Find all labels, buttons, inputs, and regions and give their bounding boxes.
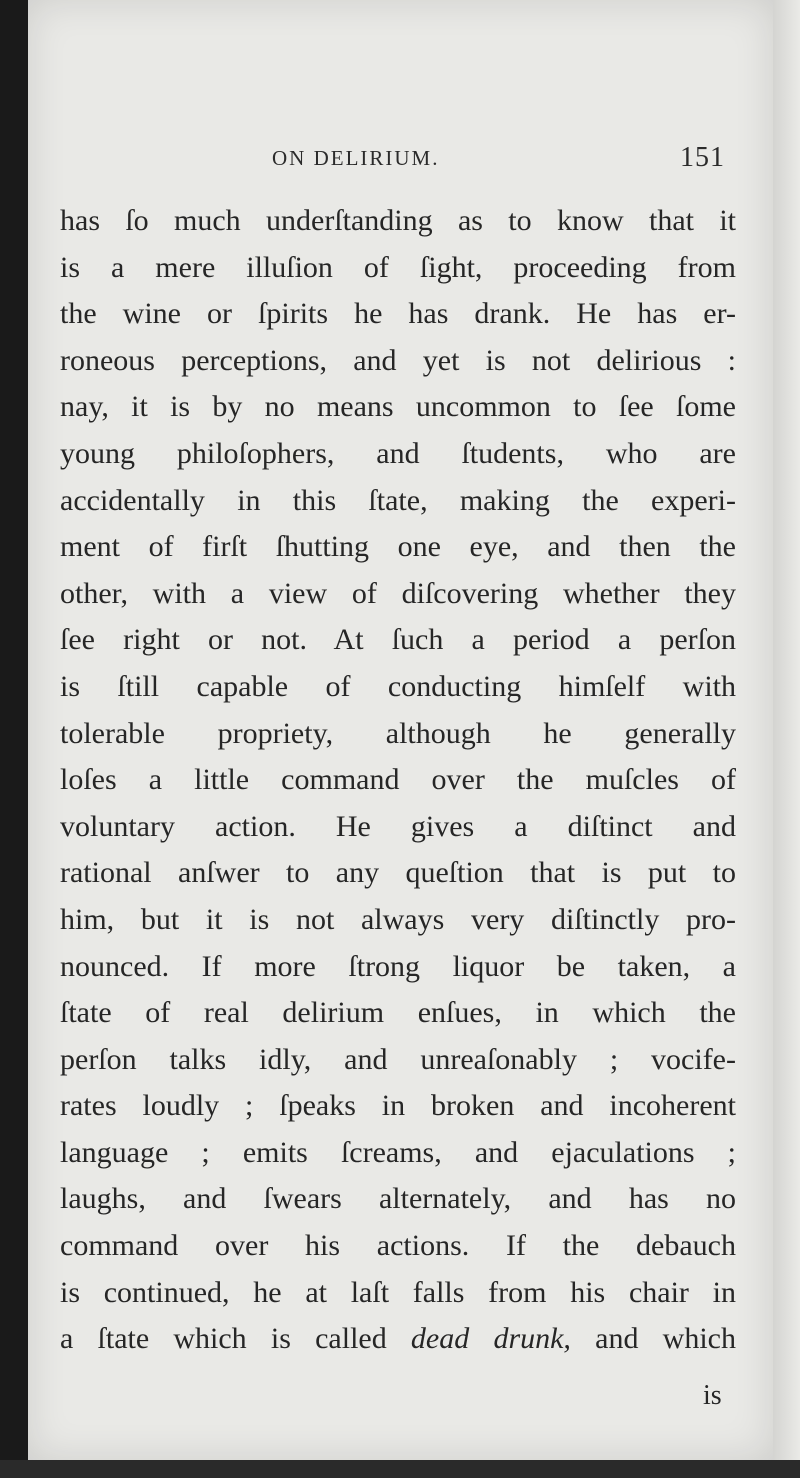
page-number: 151 [680, 142, 725, 173]
body-text [60, 198, 736, 1363]
text-line: command over his actions. If the debauch [60, 1229, 736, 1263]
last-line-start: a ſtate which is called [60, 1322, 411, 1356]
text-line: accidentally in this ſtate, making the experi- [60, 483, 736, 517]
text-line: is continued, he at laſt falls from his chair in [60, 1275, 736, 1309]
page-edge [773, 0, 800, 1478]
text-line: nay, it is by no means uncommon to ſee ſome [60, 390, 736, 424]
text-line: ſee right or not. At ſuch a period a perſon [60, 623, 736, 657]
text-line: young philoſophers, and ſtudents, who are [60, 436, 736, 470]
text-line: laughs, and ſwears alternately, and has no [60, 1182, 736, 1216]
text-line: other, with a view of diſcovering whether they [60, 576, 736, 610]
header-title: ON DELIRIUM. [272, 146, 440, 170]
text-line: is a mere illuſion of ſight, proceeding from [60, 250, 736, 284]
last-line-end: and which [570, 1322, 736, 1356]
text-line: language ; emits ſcreams, and ejaculations ; [60, 1135, 736, 1169]
text-line: ment of firſt ſhutting one eye, and then the [60, 530, 736, 564]
text-line: has ſo much underſtanding as to know that it [60, 204, 736, 237]
italic-phrase: dead drunk, [410, 1322, 571, 1356]
catchword: is [703, 1380, 722, 1411]
text-line: the wine or ſpirits he has drank. He has er- [60, 297, 736, 331]
text-line: him, but it is not always very diſtinctly pro- [60, 902, 736, 936]
scan-border [0, 1460, 800, 1478]
text-line: tolerable propriety, although he generally [60, 716, 736, 750]
text-line: loſes a little command over the muſcles of [60, 763, 736, 797]
text-line: nounced. If more ſtrong liquor be taken, a [60, 949, 736, 983]
running-head [240, 142, 740, 182]
text-line: is ſtill capable of conducting himſelf with [60, 669, 736, 703]
text-line: voluntary action. He gives a diſtinct and [60, 809, 736, 843]
text-line: rates loudly ; ſpeaks in broken and incoherent [60, 1089, 736, 1123]
text-line: ſtate of real delirium enſues, in which the [60, 996, 736, 1030]
text-line: rational anſwer to any queſtion that is put to [60, 856, 736, 890]
text-line-last [60, 1316, 736, 1363]
text-line: roneous perceptions, and yet is not delirious : [60, 343, 736, 377]
text-line: perſon talks idly, and unreaſonably ; vocife- [60, 1042, 736, 1076]
